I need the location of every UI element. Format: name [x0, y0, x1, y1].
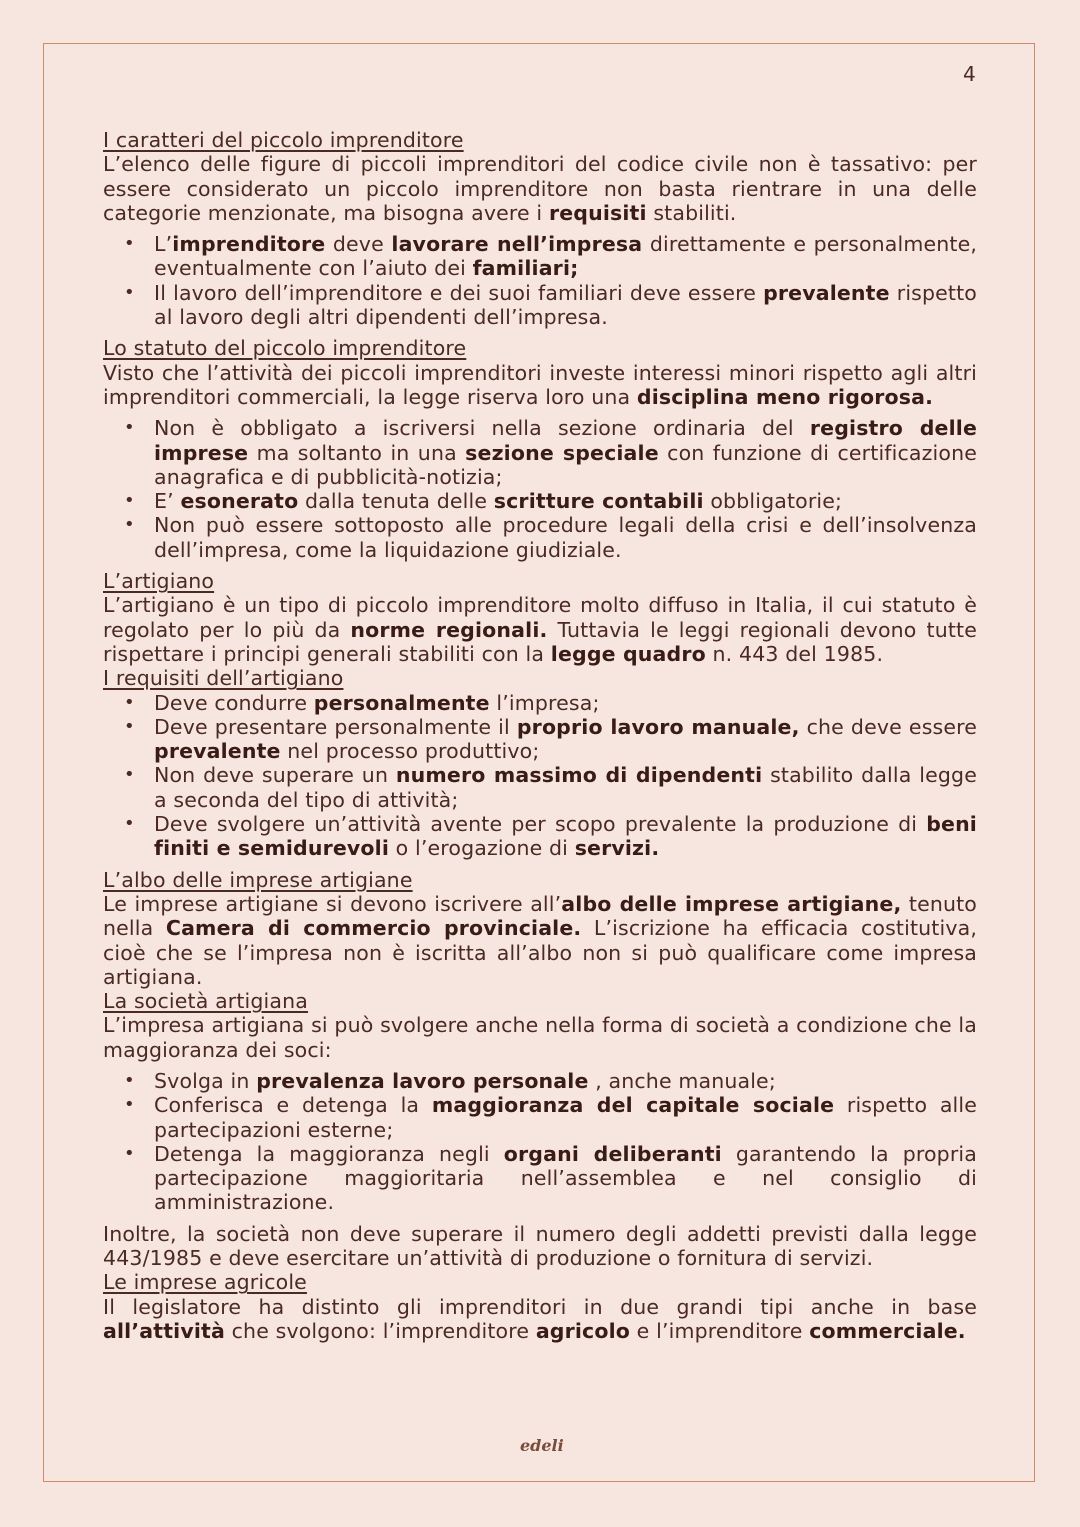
text-run: ma soltanto in una: [248, 440, 466, 465]
text-run: L’impresa artigiana si può svolgere anche nella forma di società a condizione che la maggioranza dei soci:: [103, 1013, 977, 1062]
section-paragraph: [103, 1013, 977, 1062]
text-run: L’artigiano è un tipo di piccolo imprenditore molto diffuso in Italia, il cui statuto è regolato per lo più da: [103, 593, 977, 642]
text-run: Svolga in: [154, 1068, 257, 1093]
text-run: direttamente e personalmente, eventualmente con l’aiuto dei: [154, 232, 977, 281]
text-run: tenuto nella: [103, 891, 977, 941]
bold-text: servizi.: [574, 836, 660, 861]
bold-text: lavorare nell’impresa: [391, 232, 643, 257]
section-heading: La società artigiana: [103, 989, 308, 1014]
bold-text: all’attività: [103, 1318, 225, 1343]
text-run: L’: [154, 232, 173, 257]
section-paragraph: [103, 593, 977, 666]
page-number: 4: [963, 62, 976, 86]
text-run: Le imprese artigiane si devono iscrivere all’: [103, 891, 562, 916]
text-run: Inoltre, la società non deve superare il numero degli addetti previsti dalla legge 443/1985 e deve esercitare un’attività di produzione o fornitura di servizi.: [103, 1221, 977, 1271]
list-item: [154, 513, 977, 562]
text-run: Non è obbligato a iscriversi nella sezione ordinaria del: [154, 416, 810, 441]
text-run: che deve essere: [799, 714, 978, 739]
bold-text: disciplina meno rigorosa.: [636, 384, 934, 409]
bold-text: scritture contabili: [493, 489, 704, 514]
text-run: Deve condurre: [154, 690, 314, 715]
text-run: Deve presentare personalmente il: [154, 714, 517, 739]
text-run: Detenga la maggioranza negli: [154, 1141, 504, 1166]
text-run: Deve svolgere un’attività avente per scopo prevalente la produzione di: [154, 812, 927, 837]
section-heading: Le imprese agricole: [103, 1270, 307, 1295]
text-run: Non deve superare un: [154, 763, 396, 788]
text-run: dalla tenuta delle: [298, 489, 494, 514]
list-item: [154, 763, 977, 812]
text-run: L’iscrizione ha efficacia costitutiva, cioè che se l’impresa non è iscritta all’albo non si può qualificare come impresa artigiana.: [103, 916, 977, 989]
text-run: Conferisca e detenga la: [154, 1093, 432, 1118]
text-run: nel processo produttivo;: [280, 739, 540, 764]
text-run: Visto che l’attività dei piccoli imprenditori investe interessi minori rispetto agli altri imprenditori commerciali, la legge riserva loro una: [103, 360, 977, 409]
bold-text: sezione speciale: [465, 440, 659, 465]
footer-logo: edeli: [520, 1436, 564, 1455]
bold-text: prevalenza lavoro personale: [256, 1068, 589, 1093]
bold-text: maggioranza del capitale sociale: [431, 1093, 835, 1118]
text-run: Il lavoro dell’imprenditore e dei suoi familiari deve essere: [154, 280, 764, 305]
bullet-list: [103, 1069, 977, 1215]
bold-text: organi deliberanti: [503, 1141, 722, 1166]
text-run: deve: [325, 232, 392, 257]
text-run: Il legislatore ha distinto gli imprenditori in due grandi tipi anche in base: [103, 1294, 977, 1319]
document-body: [103, 128, 977, 1343]
text-run: L’elenco delle figure di piccoli imprenditori del codice civile non è tassativo: per essere considerato un piccolo imprenditore non basta rientrare in una delle categorie menzionate, ma bisogna avere i: [103, 152, 977, 225]
bold-text: registro delle imprese: [154, 416, 978, 465]
section-paragraph: [103, 1295, 977, 1344]
bold-text: prevalente: [154, 739, 281, 764]
bold-text: requisiti: [548, 200, 647, 225]
bold-text: agricolo: [535, 1318, 631, 1343]
text-run: n. 443 del 1985.: [705, 641, 884, 666]
bold-text: personalmente: [313, 690, 490, 715]
text-run: stabilito dalla legge a seconda del tipo di attività;: [154, 763, 977, 812]
section-paragraph: [103, 1222, 977, 1271]
list-item: [154, 281, 977, 330]
text-run: e l’imprenditore: [630, 1318, 810, 1343]
bullet-list: [103, 691, 977, 861]
list-item: [154, 1142, 977, 1215]
section-heading: I requisiti dell’artigiano: [103, 666, 344, 691]
list-item: [154, 1093, 977, 1142]
text-run: con funzione di certificazione anagrafica e di pubblicità-notizia;: [154, 440, 977, 489]
text-run: l’impresa;: [489, 690, 600, 715]
bold-text: norme regionali.: [350, 617, 548, 642]
text-run: Non può essere sottoposto alle procedure legali della crisi e dell’insolvenza dell’impresa, come la liquidazione giudiziale.: [154, 513, 977, 562]
list-item: [154, 489, 977, 513]
list-item: [154, 416, 977, 489]
bold-text: Camera di commercio provinciale.: [165, 916, 582, 941]
bold-text: esonerato: [180, 489, 299, 514]
bold-text: familiari;: [472, 256, 579, 281]
text-run: garantendo la propria partecipazione maggioritaria nell’assemblea e nel consiglio di amministrazione.: [154, 1141, 977, 1215]
text-run: Tuttavia le leggi regionali devono tutte rispettare i principi generali stabiliti con la: [103, 617, 977, 666]
list-item: [154, 232, 977, 281]
section-heading: I caratteri del piccolo imprenditore: [103, 128, 464, 152]
text-run: rispetto al lavoro degli altri dipendenti dell’impresa.: [154, 280, 977, 330]
bold-text: legge quadro: [550, 641, 706, 666]
text-run: stabiliti.: [646, 200, 737, 225]
text-run: obbligatorie;: [703, 489, 843, 514]
section-paragraph: [103, 152, 977, 225]
section-heading: L’artigiano: [103, 569, 215, 594]
section-paragraph: [103, 892, 977, 989]
text-run: che svolgono: l’imprenditore: [224, 1318, 536, 1343]
section-heading: L’albo delle imprese artigiane: [103, 867, 413, 892]
list-item: [154, 691, 977, 715]
text-run: rispetto alle partecipazioni esterne;: [154, 1093, 977, 1142]
bold-text: albo delle imprese artigiane,: [561, 891, 902, 916]
list-item: [154, 1069, 977, 1093]
bold-text: imprenditore: [172, 232, 326, 257]
list-item: [154, 715, 977, 764]
text-run: , anche manuale;: [588, 1068, 776, 1093]
text-run: E’: [154, 489, 181, 514]
section-heading: Lo statuto del piccolo imprenditore: [103, 336, 467, 361]
text-run: o l’erogazione di: [389, 836, 575, 861]
bold-text: prevalente: [763, 280, 890, 305]
bullet-list: [103, 416, 977, 562]
list-item: [154, 812, 977, 861]
bullet-list: [103, 232, 977, 329]
bold-text: proprio lavoro manuale,: [516, 714, 800, 739]
bold-text: commerciale.: [809, 1318, 966, 1343]
bold-text: numero massimo di dipendenti: [395, 763, 763, 788]
section-paragraph: [103, 361, 977, 410]
bold-text: beni finiti e semidurevoli: [154, 812, 977, 861]
